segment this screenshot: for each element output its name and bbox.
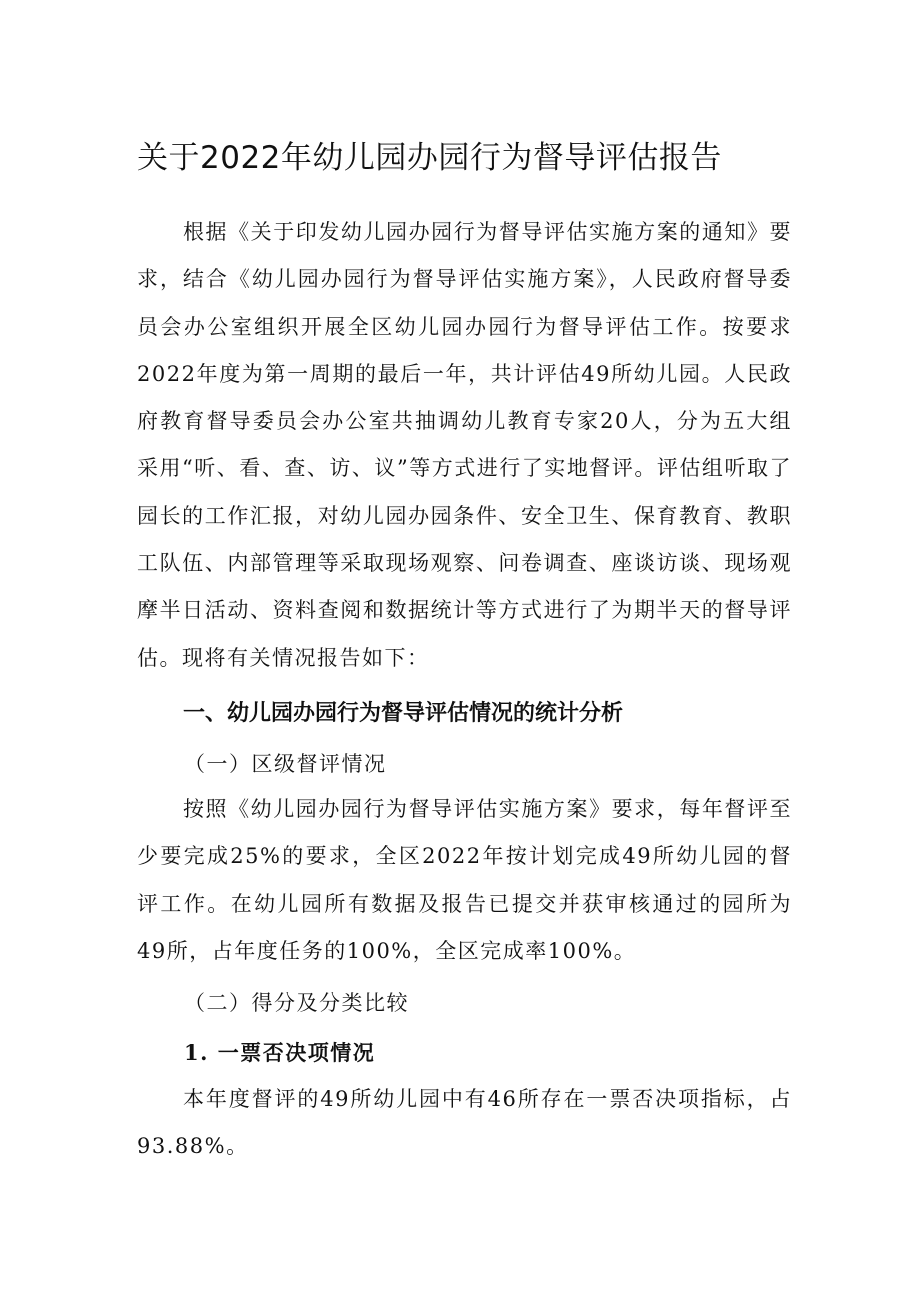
veto-items-paragraph: 本年度督评的49所幼儿园中有46所存在一票否决项指标，占93.88%。 <box>137 1087 792 1159</box>
intro-paragraph: 根据《关于印发幼儿园办园行为督导评估实施方案的通知》要求，结合《幼儿园办园行为督导评估实施方案》，人民政府督导委员会办公室组织开展全区幼儿园办园行为督导评估工作。按要求2022年度为第一周期的最后一年，共计评估49所幼儿园。人民政府教育督导委员会办公室共抽调幼儿教育专家20人，分为五大组采用“听、看、查、访、议”等方式进行了实地督评。评估组听取了园长的工作汇报，对幼儿园办园条件、安全卫生、保育教育、教职工队伍、内部管理等采取现场观察、问卷调查、座谈访谈、现场观摩半日活动、资料查阅和数据统计等方式进行了为期半天的督导评估。现将有关情况报告如下： <box>137 220 792 670</box>
district-evaluation-paragraph: 按照《幼儿园办园行为督导评估实施方案》要求，每年督评至少要完成25%的要求，全区2022年按计划完成49所幼儿园的督评工作。在幼儿园所有数据及报告已提交并获审核通过的园所为49所，占年度任务的100%，全区完成率100%。 <box>137 797 792 963</box>
document-title: 关于2022年幼儿园办园行为督导评估报告 <box>137 140 722 176</box>
section-heading-statistics: 一、幼儿园办园行为督导评估情况的统计分析 <box>183 701 624 726</box>
subsection-heading-score-comparison: （二）得分及分类比较 <box>184 991 409 1015</box>
subsection-heading-district-evaluation: （一）区级督评情况 <box>184 752 387 776</box>
item-heading-veto-items: 1. 一票否决项情况 <box>184 1040 376 1065</box>
